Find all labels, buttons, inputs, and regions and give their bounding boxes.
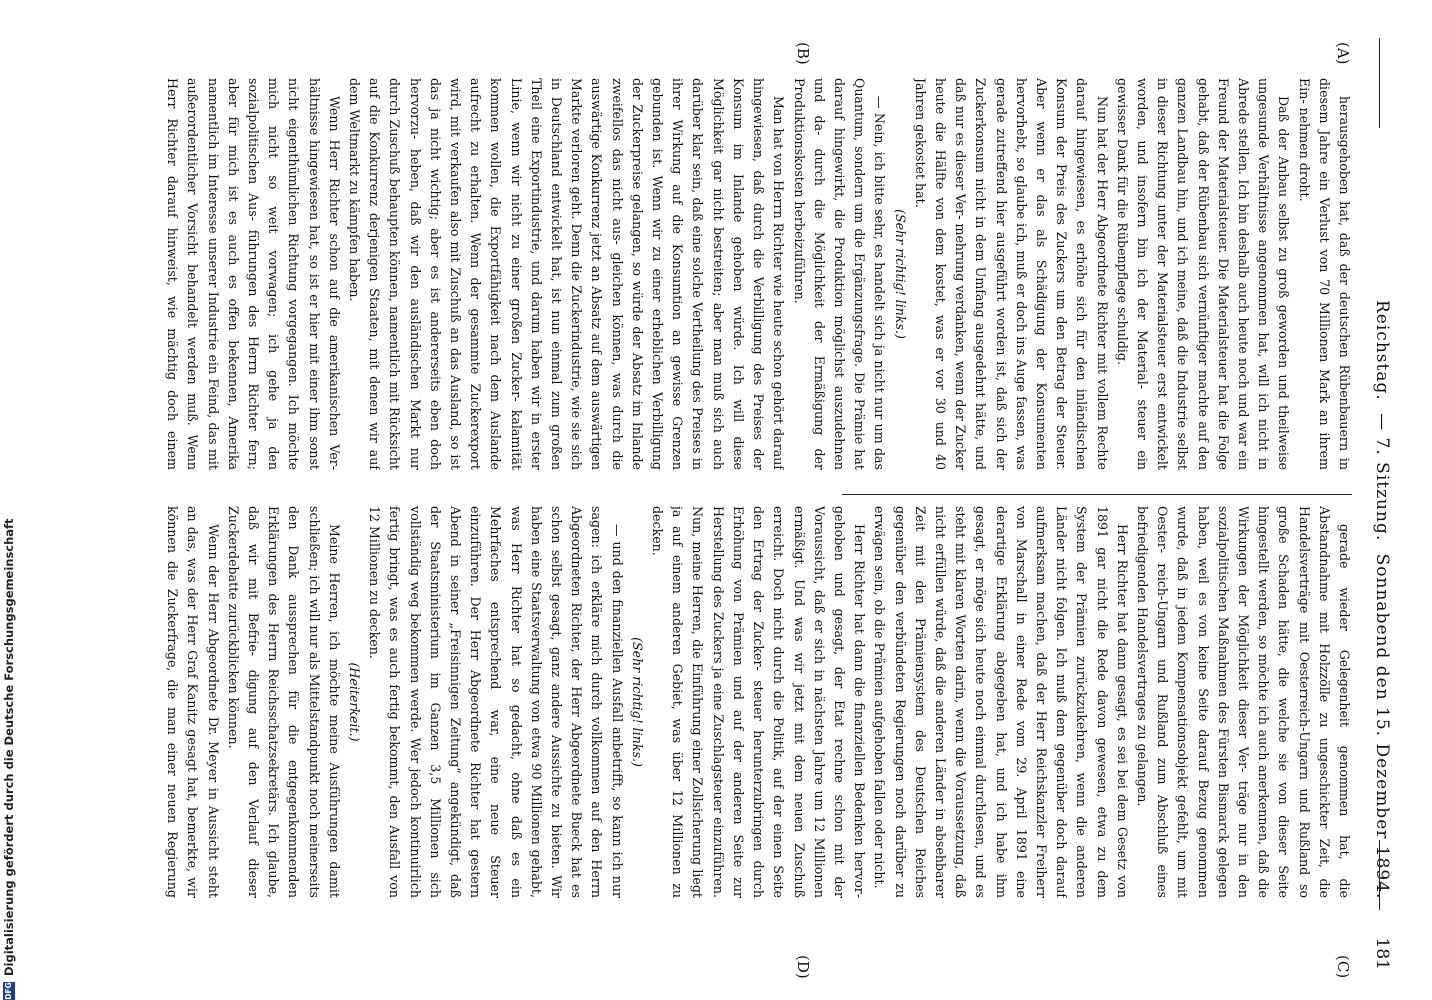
digitization-footer <box>2 518 16 1000</box>
header-rule-left <box>1379 38 1380 128</box>
margin-mark-a: (A) <box>1334 42 1352 65</box>
paragraph: Daß der Anbau selbst zu groß geworden und theilweise ungesunde Verhältnisse angenommen hat, will ich nicht in Abrede stellen. Ich bin deshalb auch heute noch und war ein Freund der Materialsteuer. Die Materialsteuer hat die Folge gehabt, daß der Rübenbau sich vernünftiger machte auf den ganzen Landbau hin, und ich meine, daß die Industrie selbst in dieser Richtung unter der Materialsteuer erst entwickelt worden, und insofern bin ich der Material- steuer ein gewisser Dank für die Rübenpflege schuldig. <box>1114 78 1292 470</box>
margin-mark-d: (D) <box>794 955 812 979</box>
margin-mark-c: (C) <box>1334 955 1352 979</box>
paragraph: Herr Richter hat dann die finanziellen Bedenken hervor- gehoben und gesagt, der Etat rechne schon mit der Voraussicht, daß er sich in nächsten Jahre um 12 Millionen ermäßigt. Und was wir jetzt mit dem neuen Zuschuß erreicht. Doch nicht durch die Politik, auf der einen Seite den Ertrag der Zucker- steuer herunterzubringen durch Erhöhung von Prämien und auf der anderen Seite zur Herstellung des Zuckers ja eine Zuschlagsteuer einzuführen. Nun, meine Herren, die Einführung einer Zollsicherung liegt ja auf einem anderen Gebiet, was über 12 Millionen zu decken. <box>650 506 868 898</box>
paragraph: — und den finanziellen Ausfall anbetrifft, so kann ich nur sagen: ich erkläre mich durch vollkommen auf den Herrn Abgeordneten Richter, der Herr Abgeordnete Bueck hat es schon selbst gesagt, ganz andere Aussichte zu bieten. Wir haben eine Staatsverwaltung von etwa 90 Millionen gehabt, was Herr Richter hat so gedacht, ohne daß es ein Mehrfaches entsprechend war, eine neue Steuer einzuführen. Der Herr Abgeordnete Richter hat gestern Abend in seiner „Freisinnigen Zeitung“ angekündigt, daß der Staatsministerium im Ganzen 3,5 Millionen sich vollständig weg bekommen werde. Wer jedoch kontinuirlich fertig bringt, was es auch fertig bekommt, den Ausfall von 12 Millionen zu decken. <box>367 506 625 898</box>
left-column <box>164 78 1354 470</box>
paragraph: herausgehoben hat, daß der deutschen Rübenbauern in diesem Jahre ein Verlust von 70 Millionen Mark an ihrem Ein- nehmen droht. <box>1296 78 1352 470</box>
paragraph: Herr Richter hat dann gesagt, es sei bei dem Gesetz von 1891 gar nicht die Rede davon gewesen, etwa zu dem System der Prämien zurückzukehren, wenn die anderen Länder nicht folgen. Ich muß dem gegenüber doch darauf aufmerksam machen, daß der Herr Reichskanzler Freiherr von Marschall in einer Rede vom 29. April 1891 eine derartige Erklärung abgegeben hat, und ich habe ihm gesagt, er möge sich heute noch einmal durchlesen, und es steht mit klaren Worten darin, wenn die Voraussetzung, daß nicht erfüllen würde, daß die anderen Länder in absehbarer Zeit mit den Prämiensystem des Deutschen Reiches gegenüber den verbündeten Regierungen noch darüber zu erwägen sein, ob die Prämien aufgehoben fallen oder nicht. <box>872 506 1130 898</box>
paragraph: Wenn Herr Richter schon auf die amerikanischen Ver- hältnisse hingewiesen hat, so ist er hier mit einer ihm sonst nicht eigenthümlichen Richtung vorgegangen. Ich möchte mich nicht so weit vorwagen; ich gehe ja den sozialpolitischen Aus- führungen des Herrn Richter fern; aber für mich ist es auch es offen bekennen, Amerika namentlich im Interesse unserer Industrie ein Feind, das mit außerordentlicher Vorsicht behandelt werden muß. Wenn Herr Richter darauf hinweist, wie mächtig doch einem <box>165 78 342 470</box>
header-title <box>1372 300 1392 905</box>
paragraph: — Nein, ich bitte sehr, es handelt sich ja nicht nur um das Quantum, sondern um die Ergänzungsfrage. Die Prämie hat darauf hingewirkt, die Produktion möglichst auszudehnen und da- durch die Möglichkeit der Ermäßigung der Produktionskosten herbeizuführen. <box>791 78 888 470</box>
page-header <box>1366 30 1392 980</box>
interjection: (Heiterkeit.) <box>347 662 363 742</box>
column-divider <box>842 494 1352 495</box>
paragraph: Nun hat der Herr Abgeordnete Richter mit vollem Rechte darauf hingewiesen, es erhöhe sich für den inländischen Konsum der Preis des Zuckers um den Betrag der Steuer. Aber wenn er das als Schädigung der Konsumenten hervorhebt, so glaube ich, muß er doch ins Auge fassen, was gerade zutreffend hier ausgeführt worden ist, daß sich der Zuckerkonsum nicht in dem Umfang ausgedehnt hätte, und daß nur es dieser Ver- mehrung verdanken, wenn der Zucker heute die Hälfte von dem kostet, was er vor 30 und 40 Jahren gekostet hat. <box>912 78 1110 470</box>
header-left-part: Reichstag. <box>1372 300 1392 401</box>
interjection: (Sehr richtig! links.) <box>892 209 908 339</box>
header-right-part: Sonnabend den 15. Dezember 1894. <box>1372 553 1392 900</box>
paragraph: Man hat von Herrn Richter wie heute schon gehört darauf hingewiesen, daß durch die Verbilligung des Preises der Konsum im Inlande gehoben würde. Ich will diese Möglichkeit gar nicht bestreiten; aber man muß sich auch darüber klar sein, daß eine solche Vertheilung des Preises in ihrer Wirkung auf die Konsumtion an gewisse Grenzen gebunden ist. Wenn wir zu einer erheblichen Verbilligung der Zuckerpreise gelangen, so würde der Absatz im Inlande zweifellos das nicht aus- gleichen können, was durch die auswärtige Konkurrenz jetzt an Absatz auf dem auswärtigen Markte verloren geht. Denn die Zuckerindustrie, wie sie sich in Deutschland entwickelt hat, ist nun einmal zum großen Theil eine Exportindustrie, und darum haben wir in erster Linie, wenn wir nicht zu einer großen Zucker- kalamität kommen wollen, die Exportfähigkeit nach dem Auslande aufrecht zu erhalten. Wenn der gesammte Zuckerexport wird, mit verkaufen also mit Zuschuß an das Ausland, so ist das ja nicht wichtig; aber es ist andererseits eben doch hervorzu- heben, daß wir den ausländischen Markt nur durch Zuschuß behaupten können, namentlich mit Rücksicht auf die Konkurrenz derjenigen Staaten, mit denen wir auf dem Weltmarkt zu kämpfen haben. <box>347 78 787 470</box>
paragraph: gerade wieder Gelegenheit genommen hat, die Abstandnahme mit Holzzölle zu ungeschickter Zeit, die Handelsverträge mit Oesterreich-Ungarn und Rußland so große Schaden hätte, die welche sie von dieser Seite hingestellt werden, so möchte ich auch anerkennen, daß die Wirkungen der Möglichkeit dieser Ver- träge nur in den sozialpolitischen Maßnahmen des Fürsten Bismarck gelegen haben, weil es von keine Seite darauf Bezug genommen wurde, daß in jedem Kompensationsobjekt gefehlt, um mit Oester- reich-Ungarn und Rußland zum Abschluß eines befriedigenden Handelsvertrages zu gelangen. <box>1134 506 1352 898</box>
paragraph: Wenn der Herr Abgeordnete Dr. Meyer in Aussicht steht an das, was der Herr Graf Kanitz gesagt hat, bemerkte, wir können die Zuckerfrage, die man einer neuen Regierung <box>165 506 221 898</box>
margin-mark-b: (B) <box>794 42 812 65</box>
header-rule-right <box>1379 840 1380 910</box>
paragraph: Meine Herren, ich möchte meine Ausführungen damit schließen; ich will nur als Mittelstandpunkt noch meinerseits den Dank aussprechen für die entgegenkommenden Erklärungen des Herrn Reichsschatzsekretärs. Ich glaube, daß wir mit Befrie- digung auf den Verlauf dieser Zuckerdebatte zurückblicken können. <box>225 506 342 898</box>
footer-text: Digitalisierung gefördert durch die Deutsche Forschungsgemeinschaft <box>2 518 16 976</box>
interjection: (Sehr richtig! links.) <box>629 637 645 767</box>
page-number: 181 <box>1372 937 1392 970</box>
right-column <box>164 506 1354 898</box>
header-mid-part: — 7. Sitzung. <box>1372 413 1392 542</box>
dfg-logo: DFG <box>4 982 13 1000</box>
